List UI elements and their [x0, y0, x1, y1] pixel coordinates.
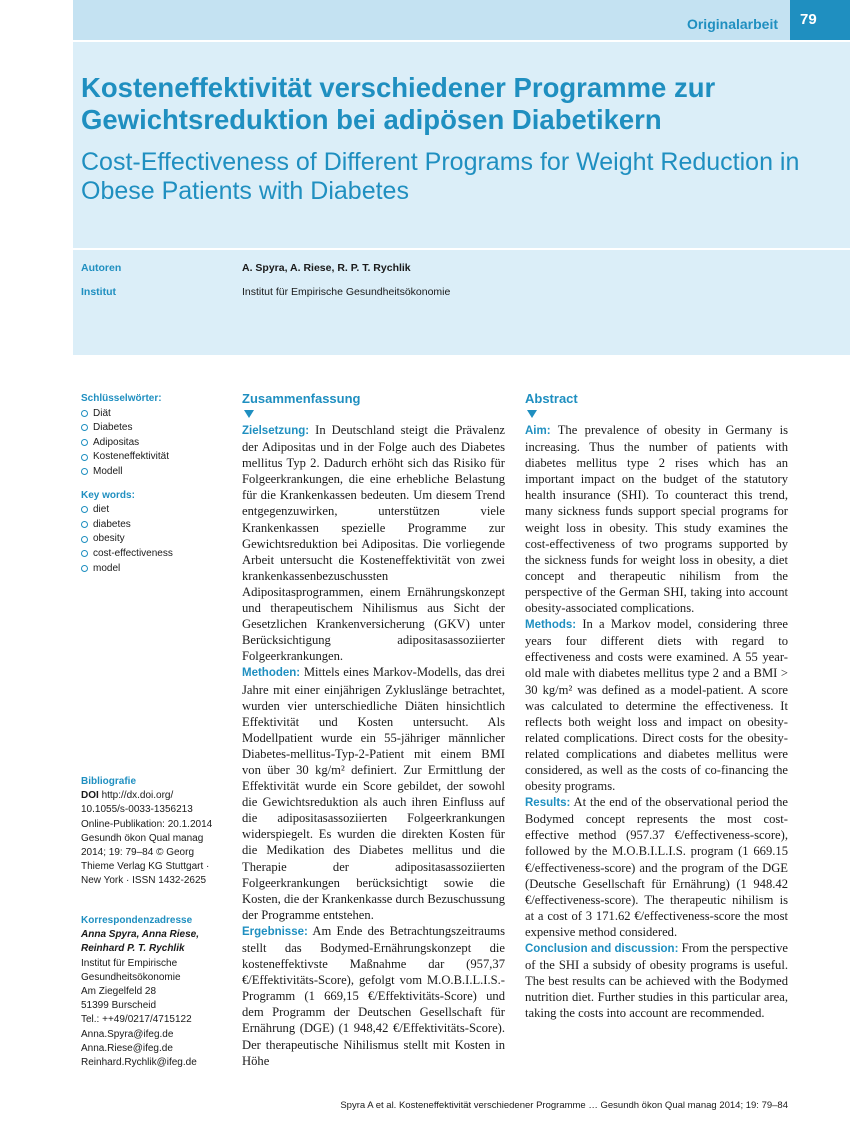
abstract-paragraph: Results: At the end of the observational period the Bodymed concept represents the most cost-effective method (957.37 €/effectiveness-score), followed by the M.O.B.I.L.I.S. program (1 669.15 €/effectiveness-score) and the program of the DGE (Deutsche Gesellschaft für Ernährung) (1 948.42 €/effectiveness-score). The therapeutic nihilism is at a cost of 3 171.62 €/effectiveness-score the most expensive method considered.	[525, 795, 788, 939]
circle-bullet-icon	[81, 468, 88, 475]
keyword-item: diabetes	[81, 518, 231, 533]
paragraph-label: Methods:	[525, 619, 577, 632]
abstract-paragraph: Ergebnisse: Am Ende des Betrachtungszeitraums stellt das Bodymed-Ernährungskonzept die kosteneffektivste Maßnahme dar (957,37 €/Effektivitäts-Score), gefolgt vom M.O.B.I.L.I.S.-Programm (1 669,15 €/Effektivitäts-Score) und dem Programm der Deutschen Gesellschaft für Ernährung (DGE) (1 948,42 €/Effektivitäts-Score). Der therapeutische Nihilismus stellt mit Kosten in Höhe	[242, 923, 505, 1068]
bibliography-line: 2014; 19: 79–84 © Georg	[81, 847, 195, 859]
authors-label: Autoren	[81, 262, 122, 274]
circle-bullet-icon	[81, 550, 88, 557]
section-label: Originalarbeit	[686, 16, 778, 32]
keyword-item: Modell	[81, 465, 231, 480]
address-line: Institut für Empirische	[81, 957, 178, 969]
abstract-english-heading: Abstract	[525, 391, 578, 406]
paragraph-label: Aim:	[525, 425, 551, 437]
doi-line	[81, 789, 231, 803]
circle-bullet-icon	[81, 506, 88, 513]
keyword-item: Diabetes	[81, 421, 231, 436]
email-link[interactable]: Anna.Riese@ifeg.de	[81, 1042, 173, 1054]
abstract-paragraph: Zielsetzung: In Deutschland steigt die Prävalenz der Adipositas und in der Folge auch des Diabetes mellitus Typ 2. Dadurch erhöht sich das Risiko für Folgeerkrankungen, die eine erhebliche Belastung für die Krankenkassen bedeuten. Um diesem Trend entgegenzuwirken, unterstützen viele Krankenkassen spezielle Programme zur Gewichtsreduktion bei Adipositas. Die vorliegende Arbeit untersucht die Kosteneffektivität von zwei krankenkassenbezuschussten Adipositasprogrammen, einem Ernährungskonzept und therapeutischem Nihilismus aus Sicht der Gesetzlichen Krankenversicherung (GKV) unter Berücksichtigung adipositasassoziierter Folgeerkrankungen.	[242, 423, 505, 664]
abstract-german	[242, 391, 505, 1069]
circle-bullet-icon	[81, 536, 88, 543]
address-line: 51399 Burscheid	[81, 1000, 157, 1012]
circle-bullet-icon	[81, 424, 88, 431]
keyword-item: Adipositas	[81, 436, 231, 451]
keyword-item: Diät	[81, 407, 231, 422]
abstract-paragraph: Methods: In a Markov model, considering three years four different diets with regard to effectiveness and costs were examined. A 55 year-old male with diabetes mellitus type 2 and a BMI > 30 kg/m² was defined as a model-patient. A score was calculated to determine the effectiveness. It reflects both weight loss and impact on obesity-related complications. Direct costs for the obesity-related complications and diabetes mellitus were considered, as well as the costs of co-financing the obesity programs.	[525, 617, 788, 794]
paragraph-label: Zielsetzung:	[242, 425, 310, 437]
abstract-paragraph: Aim: The prevalence of obesity in Germany is increasing. Thus the number of patients with diabetes mellitus type 2 rises which has an important impact on the budget of the statutory health insurance (SHI). To counteract this trend, many sickness funds support special programs for weight loss in obesity. This study examines the cost-effectiveness of two programs supported by the sickness funds for weight loss in obesity, a diet concept and therapeutic nihilism from the perspective of the German SHI, taking into account obesity-associated complications.	[525, 423, 788, 616]
doi-label: DOI	[81, 790, 99, 802]
keyword-item: Kosteneffektivität	[81, 450, 231, 465]
circle-bullet-icon	[81, 565, 88, 572]
paragraph-label: Results:	[525, 797, 571, 810]
paragraph-label: Conclusion and discussion:	[525, 943, 679, 955]
bibliography-heading: Bibliografie	[81, 776, 137, 787]
email-link[interactable]: Reinhard.Rychlik@ifeg.de	[81, 1057, 197, 1069]
keyword-item: obesity	[81, 532, 231, 547]
keyword-item: cost-effectiveness	[81, 547, 231, 562]
correspondence-names: Anna Spyra, Anna Riese,	[81, 929, 199, 941]
abstract-paragraph: Conclusion and discussion: From the perspective of the SHI a subsidy of obesity programs is useful. The best results can be achieved with the Bodymed nutrition diet. Further studies in this particular area, taking the costs into account are recommended.	[525, 941, 788, 1021]
paragraph-label: Methoden:	[242, 667, 301, 680]
circle-bullet-icon	[81, 521, 88, 528]
header-divider	[73, 40, 850, 42]
correspondence-heading: Korrespondenzadresse	[81, 915, 193, 926]
bibliography-line: New York · ISSN 1432-2625	[81, 875, 207, 887]
institute-label: Institut	[81, 286, 116, 298]
address-line: Am Ziegelfeld 28	[81, 986, 157, 998]
phone-line: Tel.: ++49/0217/4715122	[81, 1014, 192, 1026]
paragraph-label: Ergebnisse:	[242, 925, 308, 938]
bibliography	[81, 775, 231, 889]
email-link[interactable]: Anna.Spyra@ifeg.de	[81, 1028, 174, 1040]
keyword-item: diet	[81, 503, 231, 518]
title-german: Kosteneffektivität verschiedener Programme zur Gewichtsreduktion bei adipösen Diabetikern	[81, 72, 716, 135]
institute: Institut für Empirische Gesundheitsökonomie	[242, 286, 451, 298]
bibliography-line: Online-Publikation: 20.1.2014	[81, 818, 213, 830]
title-english: Cost-Effectiveness of Different Programs for Weight Reduction in Obese Patients with Diabetes	[81, 148, 800, 205]
page-number: 79	[790, 0, 850, 40]
footer-citation: Spyra A et al. Kosteneffektivität verschiedener Programme … Gesundh ökon Qual manag 2014; 19: 79–84	[340, 1100, 788, 1111]
abstract-paragraph: Methoden: Mittels eines Markov-Modells, das drei Jahre mit einer einjährigen Zykluslänge betrachtet, wurden vier unterschiedliche Diäten hinsichtlich Effektivität und Kosten untersucht. Als Modellpatient wurde ein 55-jähriger männlicher Diabetes-mellitus-Typ-2-Patient mit einem BMI von über 30 kg/m² definiert. Zur Ermittlung der Effektivität wurde ein Score gebildet, der sowohl die Gewichtsreduktion als auch ihren Einfluss auf die adipositasassoziierten Folgeerkrankungen widerspiegelt. Es wurden die direkten Kosten für die Medikation des Diabetes mellitus und die Therapie der adipositasassoziierten Folgeerkrankungen berücksichtigt sowie die Kosten, die der Krankenkasse durch Bezuschussung der Programme entstehen.	[242, 665, 505, 922]
triangle-down-icon	[527, 410, 537, 418]
keywords-sidebar	[81, 392, 231, 576]
authors: A. Spyra, A. Riese, R. P. T. Rychlik	[242, 262, 411, 274]
keywords-de-list	[81, 407, 231, 480]
circle-bullet-icon	[81, 454, 88, 461]
correspondence-address	[81, 914, 231, 1070]
bibliography-line: Gesundh ökon Qual manag	[81, 832, 204, 844]
abstract-german-heading: Zusammenfassung	[242, 391, 361, 406]
bibliography-line: Thieme Verlag KG Stuttgart ·	[81, 861, 210, 873]
abstract-english	[525, 391, 788, 1021]
keywords-en-list	[81, 503, 231, 576]
correspondence-names: Reinhard P. T. Rychlik	[81, 943, 185, 955]
bibliography-line: 10.1055/s-0033-1356213	[81, 804, 193, 816]
triangle-down-icon	[244, 410, 254, 418]
circle-bullet-icon	[81, 439, 88, 446]
address-line: Gesundheitsökonomie	[81, 971, 181, 983]
keyword-item: model	[81, 562, 231, 577]
title-divider	[73, 248, 850, 250]
keywords-de-heading: Schlüsselwörter:	[81, 393, 162, 404]
keywords-en-heading: Key words:	[81, 489, 135, 501]
doi-link[interactable]: http://dx.doi.org/	[101, 790, 174, 802]
circle-bullet-icon	[81, 410, 88, 417]
